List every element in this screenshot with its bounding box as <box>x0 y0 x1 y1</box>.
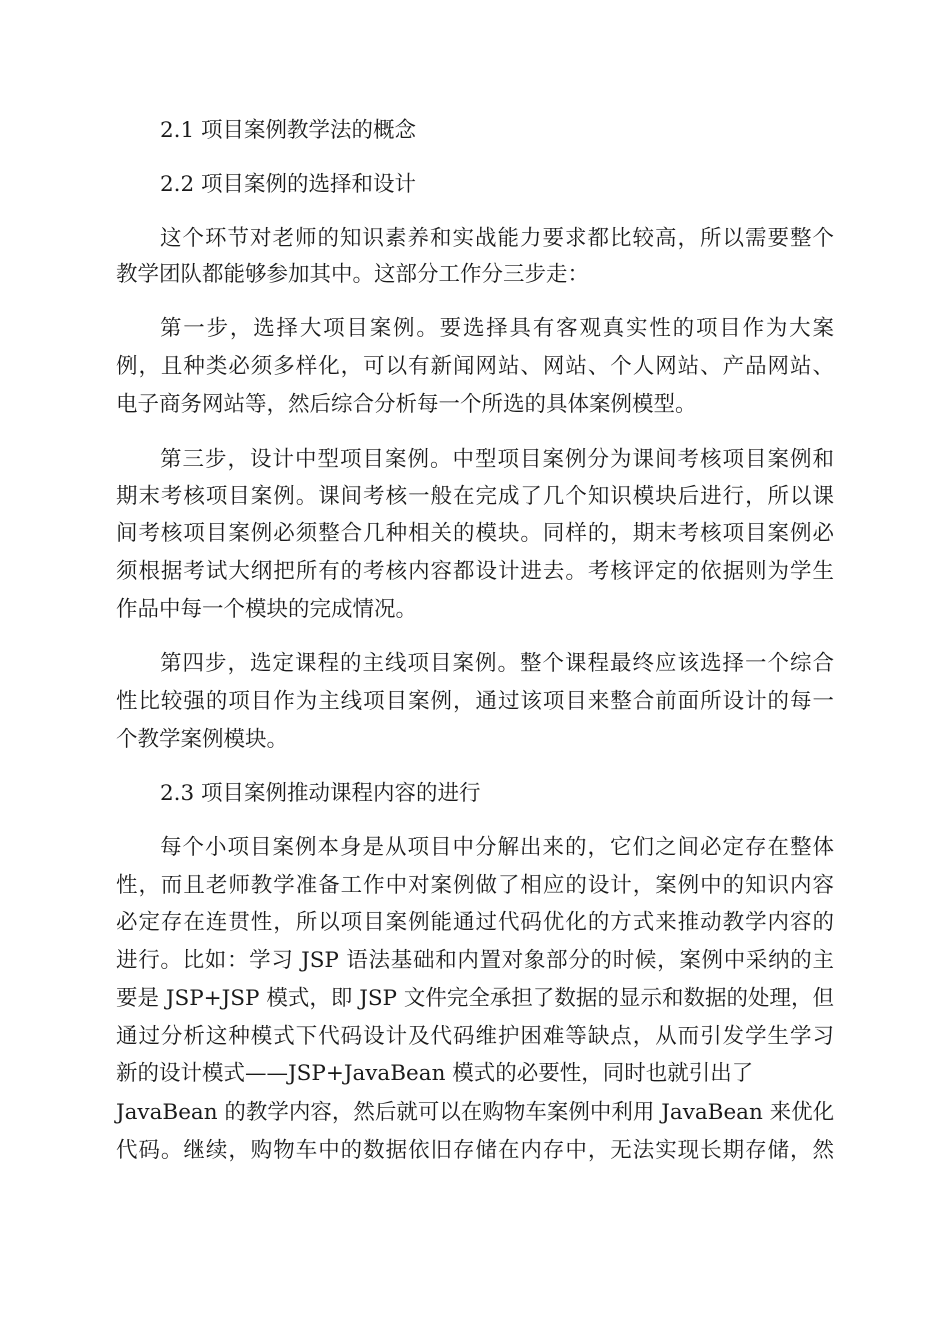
paragraph-line: 第四步，选定课程的主线项目案例。整个课程最终应该选择一个综合 <box>160 651 834 676</box>
paragraph-line: 期末考核项目案例。课间考核一般在完成了几个知识模块后进行，所以课 <box>116 484 834 509</box>
paragraph-line: 第三步，设计中型项目案例。中型项目案例分为课间考核项目案例和 <box>160 447 834 472</box>
paragraph-line: 例，且种类必须多样化，可以有新闻网站、网站、个人网站、产品网站、 <box>116 354 834 379</box>
paragraph-line: 性比较强的项目作为主线项目案例，通过该项目来整合前面所设计的每一 <box>116 689 834 714</box>
paragraph-line: 必定存在连贯性，所以项目案例能通过代码优化的方式来推动教学内容的 <box>116 910 834 935</box>
paragraph-line: 作品中每一个模块的完成情况。 <box>116 597 418 622</box>
paragraph-line: 进行。比如：学习 JSP 语法基础和内置对象部分的时候，案例中采纳的主 <box>116 948 834 973</box>
paragraph-line: 第一步，选择大项目案例。要选择具有客观真实性的项目作为大案 <box>160 316 834 341</box>
paragraph-line: JavaBean 的教学内容，然后就可以在购物车案例中利用 JavaBean 来优化 <box>116 1100 835 1125</box>
paragraph-line: 教学团队都能够参加其中。这部分工作分三步走： <box>116 262 590 287</box>
section-heading: 2.2 项目案例的选择和设计 <box>160 172 417 197</box>
paragraph-line: 这个环节对老师的知识素养和实战能力要求都比较高，所以需要整个 <box>160 226 834 251</box>
paragraph-line: 须根据考试大纲把所有的考核内容都设计进去。考核评定的依据则为学生 <box>116 559 834 584</box>
paragraph-line: 电子商务网站等，然后综合分析每一个所选的具体案例模型。 <box>116 392 697 417</box>
paragraph-line: 个教学案例模块。 <box>116 727 289 752</box>
paragraph-line: 性，而且老师教学准备工作中对案例做了相应的设计，案例中的知识内容 <box>116 873 834 898</box>
paragraph-line: 新的设计模式——JSP+JavaBean 模式的必要性，同时也就引出了 <box>116 1061 754 1086</box>
paragraph-line: 代码。继续，购物车中的数据依旧存储在内存中，无法实现长期存储，然 <box>116 1138 834 1163</box>
section-heading: 2.1 项目案例教学法的概念 <box>160 118 417 143</box>
paragraph-line: 通过分析这种模式下代码设计及代码维护困难等缺点，从而引发学生学习 <box>116 1024 834 1049</box>
section-heading: 2.3 项目案例推动课程内容的进行 <box>160 781 481 806</box>
paragraph-line: 每个小项目案例本身是从项目中分解出来的，它们之间必定存在整体 <box>160 835 834 860</box>
paragraph-line: 要是 JSP+JSP 模式，即 JSP 文件完全承担了数据的显示和数据的处理，但 <box>116 986 834 1011</box>
paragraph-line: 间考核项目案例必须整合几种相关的模块。同样的，期末考核项目案例必 <box>116 521 834 546</box>
